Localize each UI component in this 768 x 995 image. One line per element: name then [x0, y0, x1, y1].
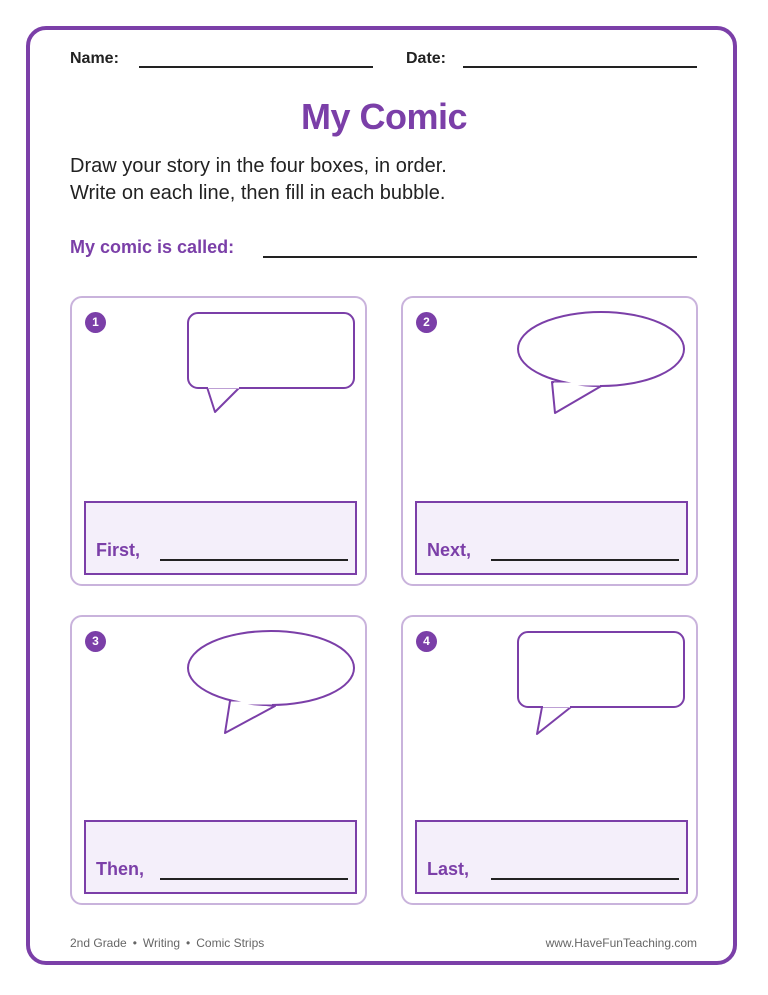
date-label: Date: [406, 50, 447, 67]
footer-separator: • [186, 936, 191, 950]
date-line[interactable] [463, 66, 697, 68]
comic-panel-3[interactable] [70, 615, 367, 905]
footer-separator: • [132, 936, 137, 950]
footer-tag-grade: 2nd Grade [70, 936, 127, 950]
oval-speech-bubble-icon[interactable] [72, 617, 369, 817]
caption-box [84, 820, 357, 894]
instruction-line-2: Write on each line, then fill in each bubble. [70, 182, 446, 204]
name-line[interactable] [139, 66, 373, 68]
comic-title-label: My comic is called: [70, 237, 235, 257]
panel-number-badge: 3 [85, 631, 106, 652]
caption-word: First, [96, 540, 141, 560]
comic-panel-4[interactable] [401, 615, 698, 905]
page-title: My Comic [300, 96, 468, 137]
caption-word: Next, [427, 540, 472, 560]
rectangle-speech-bubble-icon[interactable] [72, 298, 369, 498]
caption-word: Then, [96, 859, 144, 879]
footer-website[interactable]: www.HaveFunTeaching.com [545, 936, 697, 950]
caption-write-line[interactable] [491, 559, 679, 561]
instructions [70, 153, 447, 207]
footer-tag-subject: Writing [142, 936, 181, 950]
comic-panel-2[interactable] [401, 296, 698, 586]
caption-box [84, 501, 357, 575]
instruction-line-1: Draw your story in the four boxes, in order. [70, 155, 447, 177]
caption-write-line[interactable] [160, 559, 348, 561]
comic-title-line[interactable] [263, 256, 697, 258]
name-label: Name: [70, 50, 119, 67]
caption-write-line[interactable] [160, 878, 348, 880]
panel-number-badge: 2 [416, 312, 437, 333]
caption-write-line[interactable] [491, 878, 679, 880]
comic-panel-1[interactable] [70, 296, 367, 586]
caption-box [415, 501, 688, 575]
footer-tags [70, 936, 264, 950]
footer-tag-topic: Comic Strips [196, 936, 265, 950]
rectangle-speech-bubble-icon[interactable] [403, 617, 700, 817]
caption-word: Last, [427, 859, 470, 879]
caption-box [415, 820, 688, 894]
oval-speech-bubble-icon[interactable] [403, 298, 700, 498]
panel-number-badge: 4 [416, 631, 437, 652]
panel-number-badge: 1 [85, 312, 106, 333]
